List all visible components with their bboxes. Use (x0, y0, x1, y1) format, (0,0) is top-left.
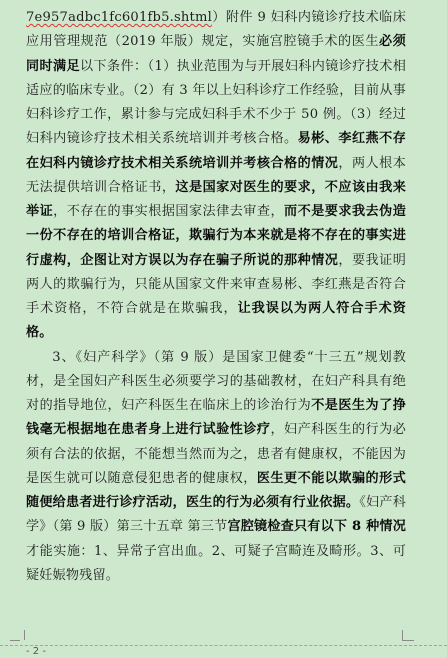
paragraph-1 (26, 6, 406, 346)
margin-corner-mark (402, 640, 414, 641)
text-run: 3、《妇产科学》（第 9 版）是国家卫健委“十三五”规划教材，是全国妇产科医生必须要学习的基础教材，在妇产科具有绝对的指导地位，妇产科医生在临床上的诊治行为 (26, 349, 406, 413)
text-run: 才能实施：1、异常子宫出血。2、可疑子宫畸连及畸形。3、可疑妊娠物残留。 (26, 543, 406, 583)
text-run: 《妇产科学》（第 9 版）第三十五章 第三节 (26, 495, 407, 535)
text-run: ，妇产科医生的行为必须有合法的依据，不能想当然而为之，患者有健康权，不能因为是医生就可以随意侵犯患者的健康权， (26, 422, 406, 486)
bold-run: 宫腔镜检查只有以下 8 种情况 (227, 519, 406, 535)
text-run: ，不存在的事实根据国家法律去审查， (53, 204, 285, 219)
text-run: ）附件 9 妇科内镜诊疗技术临床应用管理规范（2019 年版）规定，实施宫腔镜手术的医生 (26, 10, 406, 50)
bold-run: 易彬、李红燕不存在妇科内镜诊疗技术相关系统培训并考核合格的情况 (26, 131, 407, 171)
bold-run: 不是医生为了挣钱毫无根据地在患者身上进行试验性诊疗 (26, 398, 407, 438)
bold-run: 这是国家对医生的要求，不应该由我来举证 (26, 179, 407, 219)
text-run: ，两人根本无法提供培训合格证书， (26, 155, 406, 195)
bold-run: 而不是要求我去伪造一份不存在的培训合格证，欺骗行为本来就是将不存在的事实进行虚构，企图让对方误以为存在骗子所说的那种情况 (26, 204, 406, 268)
bold-run: 必须同时满足 (26, 34, 406, 74)
text-run: ，要我证明两人的欺骗行为，只能从国家文件来审查易彬、李红燕是否符合手术资格，不符合就是在欺骗我， (26, 252, 406, 316)
page-number: - 2 - (26, 646, 46, 657)
margin-corner-mark (402, 630, 403, 640)
url-link[interactable]: 7e957adbc1fc601fb5.shtml (26, 10, 213, 25)
bold-run: 医生更不能以欺骗的形式随便给患者进行诊疗活动，医生的行为必须有行业依据。 (26, 470, 406, 510)
body-text (26, 6, 406, 588)
page-break-line (0, 645, 447, 646)
margin-corner-mark (10, 640, 20, 641)
margin-corner-mark (10, 630, 25, 640)
paragraph-2 (26, 346, 406, 589)
text-run: 以下条件：（1）执业范围为与开展妇科内镜诊疗技术相适应的临床专业。（2）有 3 年以上妇科诊疗工作经验，目前从事妇科诊疗工作，累计参与完成妇科手术不少于 50 例。（3）经过妇科内镜诊疗技术相关系统培训并考核合格。 (26, 58, 407, 147)
bold-run: 让我误以为两人符合手术资格。 (26, 301, 406, 341)
